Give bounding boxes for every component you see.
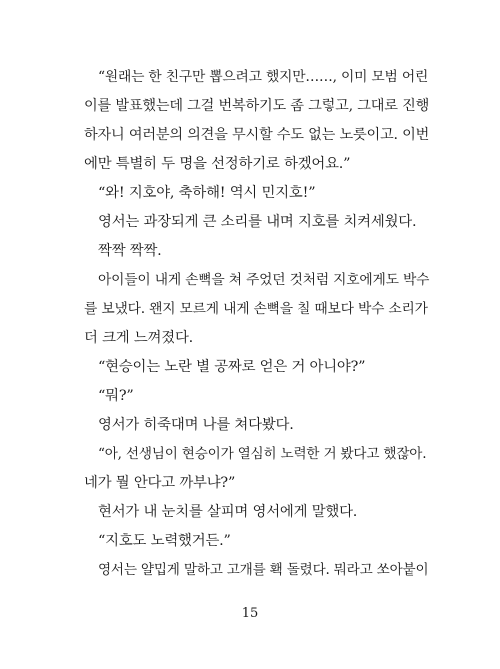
- text-line: 네가 뭘 안다고 까부냐?”: [84, 475, 236, 491]
- text-line: 더 크게 느껴졌다.: [84, 330, 194, 346]
- page-number: 15: [241, 606, 259, 621]
- text-line: 에만 특별히 두 명을 선정하기로 하겠어요.”: [84, 156, 351, 172]
- text-line: “아, 선생님이 현승이가 열심히 노력한 거 봤다고 했잖아.: [98, 446, 427, 462]
- text-line: 하자니 여러분의 의견을 무시할 수도 없는 노릇이고. 이번: [84, 127, 430, 143]
- text-line: “원래는 한 친구만 뽑으려고 했지만……, 이미 모범 어린: [98, 69, 429, 85]
- text-line: 영서가 히죽대며 나를 쳐다봤다.: [98, 417, 294, 433]
- text-line: 아이들이 내게 손뼉을 쳐 주었던 것처럼 지호에게도 박수: [98, 272, 430, 288]
- text-line: 영서는 얄밉게 말하고 고개를 홱 돌렸다. 뭐라고 쏘아붙이: [98, 562, 429, 578]
- body-text: [84, 63, 430, 585]
- text-line: “뭐?”: [98, 388, 134, 404]
- text-line: 현서가 내 눈치를 살피며 영서에게 말했다.: [98, 504, 358, 520]
- text-line: “현승이는 노란 별 공짜로 얻은 거 아니야?”: [98, 359, 366, 375]
- text-line: 짝짝 짝짝.: [98, 243, 162, 259]
- text-line: 이를 발표했는데 그걸 번복하기도 좀 그렇고, 그대로 진행: [84, 98, 430, 114]
- text-line: 영서는 과장되게 큰 소리를 내며 지호를 치켜세웠다.: [98, 214, 417, 230]
- text-line: “와! 지호야, 축하해! 역시 민지호!”: [98, 185, 316, 201]
- text-line: 를 보냈다. 왠지 모르게 내게 손뼉을 칠 때보다 박수 소리가: [84, 301, 428, 317]
- text-line: “지호도 노력했거든.”: [98, 533, 231, 549]
